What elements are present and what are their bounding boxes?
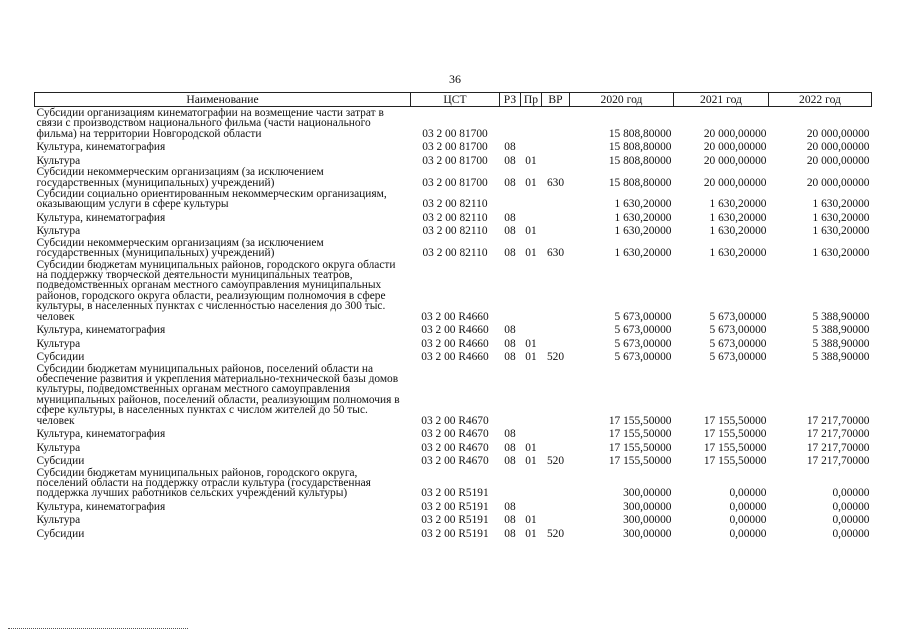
cell-cst: 03 2 00 82110 (422, 247, 488, 260)
table-row (35, 259, 872, 322)
cell-vr (542, 188, 570, 210)
cell-vr (542, 153, 570, 167)
cell-y2021: 0,00000 (729, 514, 767, 527)
cell-y2021: 5 673,00000 (709, 324, 767, 337)
table-row (35, 188, 872, 210)
cell-rz: 08 (504, 154, 516, 167)
cell-y2021: 20 000,00000 (703, 176, 767, 189)
cell-name: Субсидии организациям кинематографии на возмещение части затрат в связи с производством национального фильма (части национального фильма) на территории Новгородской области (36, 107, 384, 140)
cell-y2022: 5 388,90000 (812, 351, 870, 364)
cell-name: Субсидии бюджетам муниципальных районов, городского округа, поселений области на поддержку отрасли культура (государственная поддержка лучших работников сельских учреждений культуры) (36, 466, 371, 500)
table-row (35, 210, 872, 224)
header-vr: ВР (542, 93, 570, 107)
cell-rz: 08 (504, 247, 516, 260)
cell-vr: 630 (546, 247, 565, 260)
cell-y2020: 300,00000 (623, 500, 672, 513)
cell-y2020: 1 630,20000 (614, 211, 672, 224)
cell-cst: 03 2 00 R4670 (421, 455, 489, 468)
cell-rz: 08 (504, 176, 516, 189)
cell-y2020: 17 155,50000 (608, 441, 672, 454)
cell-y2021: 20 000,00000 (703, 141, 767, 154)
cell-pr (521, 107, 542, 140)
page-number: 36 (449, 72, 461, 86)
budget-table (34, 92, 872, 539)
cell-vr: 520 (546, 527, 565, 540)
cell-y2022: 17 217,70000 (806, 428, 870, 441)
cell-name: Культура (36, 225, 81, 238)
cell-name: Субсидии социально ориентированным некоммерческим организациям, оказывающим услуги в сфере культуры (36, 188, 387, 211)
table-row (35, 237, 872, 259)
cell-y2021: 17 155,50000 (703, 441, 767, 454)
cell-y2021: 20 000,00000 (703, 127, 767, 140)
cell-name: Субсидии некоммерческим организациям (за исключением государственных (муниципальных) учреждений) (36, 166, 324, 189)
cell-y2021: 1 630,20000 (709, 225, 767, 238)
table-row (35, 363, 872, 426)
cell-name: Субсидии (36, 351, 85, 364)
cell-cst: 03 2 00 R5191 (421, 514, 489, 527)
cell-pr: 01 (525, 351, 537, 364)
cell-cst: 03 2 00 R5191 (421, 500, 489, 513)
cell-vr (542, 336, 570, 350)
cell-y2021: 5 673,00000 (709, 310, 767, 323)
cell-y2022: 0,00000 (832, 487, 870, 500)
cell-vr (542, 426, 570, 440)
cell-cst: 03 2 00 81700 (422, 141, 488, 154)
cell-name: Культура (36, 154, 81, 167)
cell-cst: 03 2 00 81700 (422, 127, 488, 140)
header-pr: Пр (521, 93, 542, 107)
cell-vr (542, 499, 570, 513)
cell-y2022: 17 217,70000 (806, 414, 870, 427)
cell-pr (521, 322, 542, 336)
cell-vr (542, 363, 570, 426)
cell-pr: 01 (525, 225, 537, 238)
cell-rz: 08 (504, 455, 516, 468)
cell-vr (542, 259, 570, 322)
cell-vr (542, 467, 570, 499)
cell-cst: 03 2 00 R4670 (421, 414, 489, 427)
cell-y2020: 5 673,00000 (614, 337, 672, 350)
table-row (35, 223, 872, 237)
cell-vr: 630 (546, 176, 565, 189)
cell-name: Культура (36, 337, 81, 350)
cell-name: Культура (36, 441, 81, 454)
cell-y2022: 17 217,70000 (806, 455, 870, 468)
table-row (35, 336, 872, 350)
cell-y2020: 15 808,80000 (608, 141, 672, 154)
cell-rz: 08 (504, 428, 516, 441)
cell-y2022: 5 388,90000 (812, 310, 870, 323)
cell-y2020: 15 808,80000 (608, 127, 672, 140)
cell-pr: 01 (525, 247, 537, 260)
cell-y2022: 0,00000 (832, 514, 870, 527)
cell-rz: 08 (504, 324, 516, 337)
table-row (35, 440, 872, 454)
cell-rz: 08 (504, 351, 516, 364)
cell-y2021: 1 630,20000 (709, 198, 767, 211)
cell-vr (542, 139, 570, 153)
cell-y2022: 1 630,20000 (812, 247, 870, 260)
cell-pr (521, 188, 542, 210)
cell-cst: 03 2 00 R4660 (421, 310, 489, 323)
cell-cst: 03 2 00 82110 (422, 211, 488, 224)
cell-vr (542, 512, 570, 526)
cell-y2021: 17 155,50000 (703, 428, 767, 441)
cell-y2021: 5 673,00000 (709, 351, 767, 364)
footer-divider (8, 628, 188, 629)
cell-y2021: 5 673,00000 (709, 337, 767, 350)
cell-pr (521, 259, 542, 322)
table-row (35, 467, 872, 499)
cell-y2020: 1 630,20000 (614, 225, 672, 238)
cell-pr (521, 467, 542, 499)
header-2022: 2022 год (769, 93, 872, 107)
table-row (35, 526, 872, 540)
table-row (35, 453, 872, 467)
cell-y2022: 5 388,90000 (812, 324, 870, 337)
table-row (35, 166, 872, 188)
cell-cst: 03 2 00 R5191 (421, 487, 489, 500)
cell-rz: 08 (504, 211, 516, 224)
table-row (35, 322, 872, 336)
table-row (35, 426, 872, 440)
cell-rz (500, 467, 521, 499)
cell-y2020: 300,00000 (623, 487, 672, 500)
cell-y2020: 17 155,50000 (608, 428, 672, 441)
table-body (35, 107, 872, 540)
cell-rz: 08 (504, 500, 516, 513)
cell-cst: 03 2 00 R4670 (421, 441, 489, 454)
cell-name: Культура, кинематография (36, 211, 166, 224)
cell-cst: 03 2 00 R4660 (421, 337, 489, 350)
cell-pr (521, 210, 542, 224)
header-2020: 2020 год (570, 93, 674, 107)
cell-name: Культура (36, 514, 81, 527)
cell-name: Субсидии некоммерческим организациям (за исключением государственных (муниципальных) учреждений) (36, 236, 324, 260)
cell-y2020: 5 673,00000 (614, 310, 672, 323)
cell-pr (521, 139, 542, 153)
cell-y2020: 300,00000 (623, 527, 672, 540)
table-row (35, 499, 872, 513)
cell-y2021: 17 155,50000 (703, 455, 767, 468)
header-name: Наименование (35, 93, 411, 107)
cell-y2022: 20 000,00000 (806, 127, 870, 140)
cell-cst: 03 2 00 82110 (422, 225, 488, 238)
cell-y2020: 15 808,80000 (608, 154, 672, 167)
cell-y2022: 20 000,00000 (806, 154, 870, 167)
cell-cst: 03 2 00 R4660 (421, 351, 489, 364)
cell-cst: 03 2 00 R4670 (421, 428, 489, 441)
cell-y2021: 0,00000 (729, 487, 767, 500)
cell-y2020: 17 155,50000 (608, 414, 672, 427)
cell-vr (542, 210, 570, 224)
cell-rz (500, 107, 521, 140)
cell-y2022: 17 217,70000 (806, 441, 870, 454)
cell-name: Культура, кинематография (36, 500, 166, 513)
header-rz: РЗ (500, 93, 521, 107)
table-row (35, 153, 872, 167)
table-header-row (35, 93, 872, 107)
cell-cst: 03 2 00 82110 (422, 198, 488, 211)
cell-rz: 08 (504, 141, 516, 154)
cell-rz (500, 188, 521, 210)
cell-cst: 03 2 00 81700 (422, 176, 488, 189)
cell-name: Субсидии (36, 527, 85, 540)
cell-rz (500, 363, 521, 426)
cell-y2022: 0,00000 (832, 500, 870, 513)
cell-y2020: 17 155,50000 (608, 455, 672, 468)
cell-y2022: 1 630,20000 (812, 211, 870, 224)
cell-y2022: 0,00000 (832, 527, 870, 540)
header-cst: ЦСТ (411, 93, 500, 107)
cell-pr: 01 (525, 527, 537, 540)
cell-y2020: 5 673,00000 (614, 324, 672, 337)
cell-pr: 01 (525, 514, 537, 527)
cell-cst: 03 2 00 R4660 (421, 324, 489, 337)
cell-vr (542, 107, 570, 140)
cell-vr (542, 322, 570, 336)
cell-name: Субсидии бюджетам муниципальных районов, поселений области на обеспечение развития и укрепления материально-технической базы домов культуры, подведомственных органам местного самоуправления муниципальных районов, поселений области, реализующим полномочия в сфере культуры, в населенных пунктах с числом жителей до 50 тыс. человек (36, 362, 400, 427)
cell-name: Культура, кинематография (36, 141, 166, 154)
cell-y2021: 1 630,20000 (709, 211, 767, 224)
cell-vr: 520 (546, 455, 565, 468)
cell-y2020: 1 630,20000 (614, 247, 672, 260)
cell-rz: 08 (504, 514, 516, 527)
cell-name: Субсидии бюджетам муниципальных районов, городского округа области на поддержку творческой деятельности муниципальных театров, подведомственных органам местного самоуправления муниципальных районов, городского округа области, реализующим полномочия в сфере культуры, в населенных пунктах с численностью населения до 300 тыс. человек (36, 258, 396, 323)
cell-y2022: 5 388,90000 (812, 337, 870, 350)
cell-y2020: 5 673,00000 (614, 351, 672, 364)
cell-y2020: 300,00000 (623, 514, 672, 527)
cell-cst: 03 2 00 81700 (422, 154, 488, 167)
cell-vr (542, 440, 570, 454)
cell-vr (542, 223, 570, 237)
cell-pr: 01 (525, 337, 537, 350)
cell-y2020: 15 808,80000 (608, 176, 672, 189)
cell-rz: 08 (504, 225, 516, 238)
cell-y2021: 17 155,50000 (703, 414, 767, 427)
table-row (35, 349, 872, 363)
cell-y2021: 0,00000 (729, 527, 767, 540)
cell-pr: 01 (525, 154, 537, 167)
cell-y2021: 1 630,20000 (709, 247, 767, 260)
cell-y2021: 0,00000 (729, 500, 767, 513)
cell-y2022: 20 000,00000 (806, 141, 870, 154)
cell-cst: 03 2 00 R5191 (421, 527, 489, 540)
cell-y2020: 1 630,20000 (614, 198, 672, 211)
cell-pr: 01 (525, 455, 537, 468)
cell-rz: 08 (504, 337, 516, 350)
cell-y2021: 20 000,00000 (703, 154, 767, 167)
cell-y2022: 1 630,20000 (812, 225, 870, 238)
cell-vr: 520 (546, 351, 565, 364)
cell-y2022: 1 630,20000 (812, 198, 870, 211)
table-row (35, 512, 872, 526)
cell-rz: 08 (504, 527, 516, 540)
cell-pr: 01 (525, 441, 537, 454)
cell-pr (521, 363, 542, 426)
table-row (35, 139, 872, 153)
cell-rz: 08 (504, 441, 516, 454)
cell-name: Культура, кинематография (36, 324, 166, 337)
cell-pr (521, 499, 542, 513)
cell-name: Культура, кинематография (36, 428, 166, 441)
cell-rz (500, 259, 521, 322)
cell-pr: 01 (525, 176, 537, 189)
cell-name: Субсидии (36, 455, 85, 468)
cell-pr (521, 426, 542, 440)
table-row (35, 107, 872, 140)
header-2021: 2021 год (674, 93, 769, 107)
cell-y2022: 20 000,00000 (806, 176, 870, 189)
